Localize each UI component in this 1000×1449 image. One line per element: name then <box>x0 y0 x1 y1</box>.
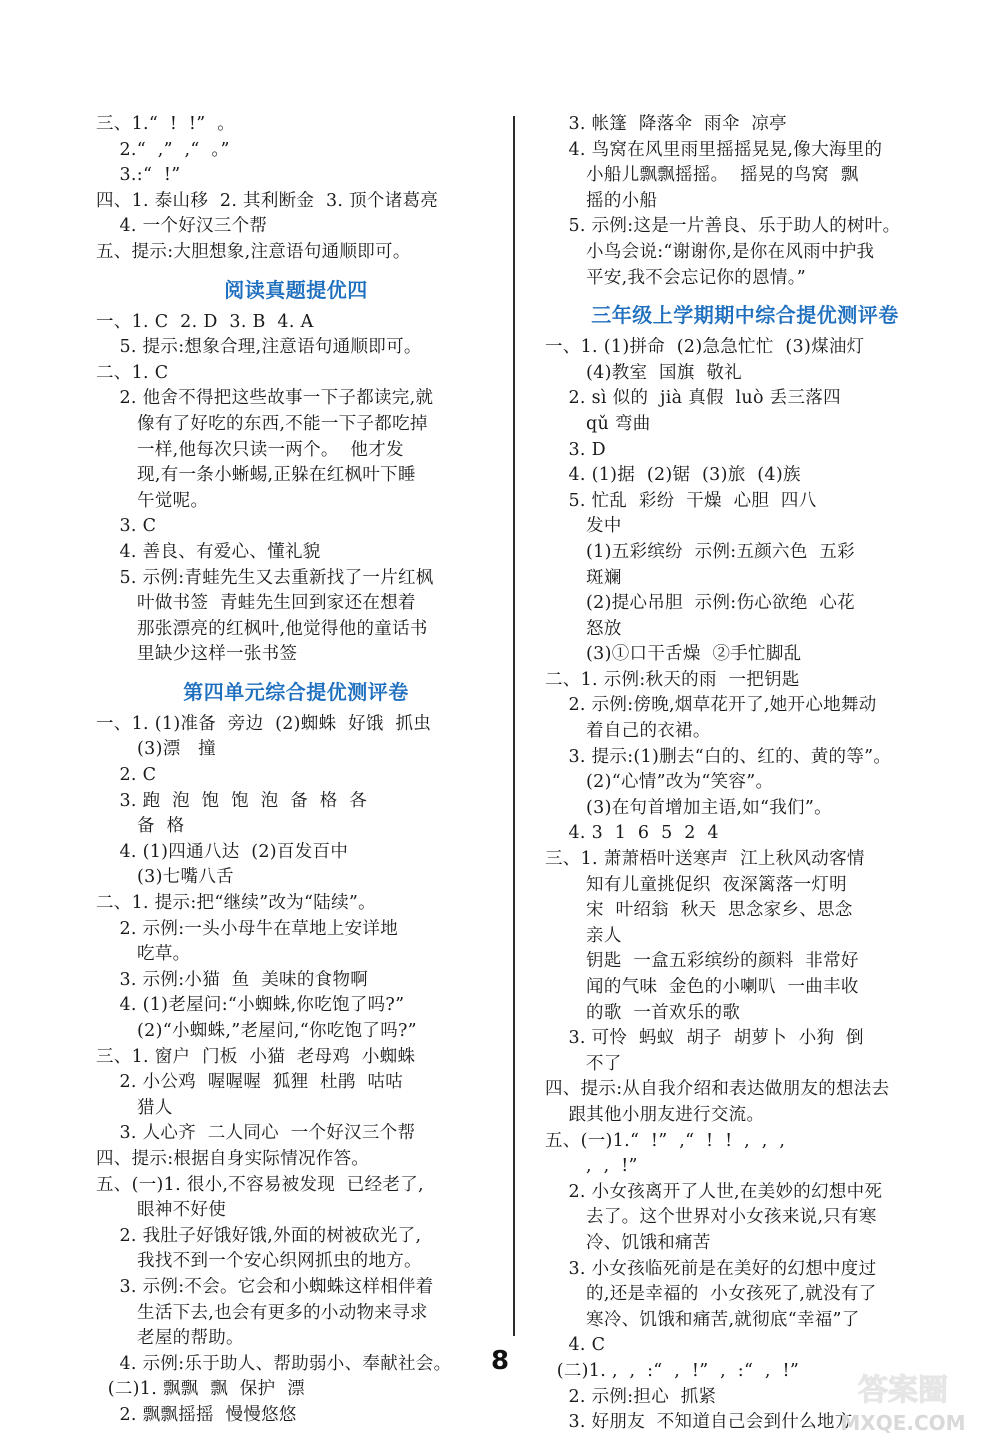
answer-line: 二、1. 提示:把“继续”改为“陆续”。 <box>96 893 376 914</box>
answer-line: 像有了好吃的东西,不能一下子都吃掉 <box>96 413 428 434</box>
answer-line: 2. 示例:担心 抓紧 <box>545 1386 717 1407</box>
answer-line: , , !” <box>545 1156 638 1177</box>
answer-line: 2.“ ,” ,“ 。” <box>96 139 230 160</box>
answer-line: (3)漂 撞 <box>96 739 216 760</box>
answer-line: 叶做书签 青蛙先生回到家还在想着 <box>96 593 416 614</box>
answer-line: 3. 提示:(1)删去“白的、红的、黄的等”。 <box>545 746 892 767</box>
answer-line: 的歌 一首欢乐的歌 <box>545 1002 741 1023</box>
page-number: 8 <box>490 1346 510 1376</box>
answer-line: (4)教室 国旗 敬礼 <box>545 362 742 383</box>
answer-line: 一样,他每次只读一两个。 他才发 <box>96 439 404 460</box>
answer-line: 4. (1)四通八达 (2)百发百中 <box>96 841 349 862</box>
answer-line: 2. 我肚子好饿好饿,外面的树被砍光了, <box>96 1225 422 1246</box>
answer-line: 跟其他小朋友进行交流。 <box>545 1104 765 1125</box>
answer-line: 猎人 <box>96 1097 173 1118</box>
section-heading: 三年级上学期期中综合提优测评卷 <box>591 303 899 328</box>
answer-line: 老屋的帮助。 <box>96 1328 244 1349</box>
answer-line: 4. 3 1 6 5 2 4 <box>545 823 719 844</box>
column-divider <box>513 116 515 1336</box>
answer-line: 二、1. C <box>96 362 169 383</box>
answer-line: 3. 好朋友 不知道自己会到什么地方 <box>545 1412 853 1433</box>
watermark-logo <box>828 1360 978 1440</box>
answer-line: 5. 示例:青蛙先生又去重新找了一片红枫 <box>96 567 434 588</box>
answer-line: (2)“心情”改为“笑容”。 <box>545 772 774 793</box>
answer-line: 斑斓 <box>545 567 622 588</box>
answer-line: 一、1. (1)准备 旁边 (2)蜘蛛 好饿 抓虫 <box>96 713 432 734</box>
answer-line: 三、1. 萧萧梧叶送寒声 江上秋风动客情 <box>545 849 865 870</box>
answer-line: 2. 示例:傍晚,烟草花开了,她开心地舞动 <box>545 695 877 716</box>
answer-line: 闻的气味 金色的小喇叭 一曲丰收 <box>545 977 859 997</box>
answer-line: 4. 示例:乐于助人、帮助弱小、奉献社会。 <box>96 1353 452 1374</box>
answer-line: 的,还是幸福的 小女孩死了,就没有了 <box>545 1284 877 1305</box>
answer-line: 亲人 <box>545 925 622 946</box>
answer-line: 3. 小女孩临死前是在美好的幻想中度过 <box>545 1258 877 1279</box>
answer-line: 发中 <box>545 516 622 537</box>
answer-line: 五、(一)1.“ !” ,“ ! ! , , , <box>545 1130 786 1151</box>
answer-line: 五、(一)1. 很小,不容易被发现 已经老了, <box>96 1174 424 1195</box>
answer-line: 四、1. 泰山移 2. 其利断金 3. 顶个诸葛亮 <box>96 190 439 211</box>
answer-line: 2. C <box>96 765 157 786</box>
answer-line: 吃草。 <box>96 944 191 965</box>
answer-line: 3. 示例:小猫 鱼 美味的食物啊 <box>96 969 369 990</box>
answer-line: 不了 <box>545 1053 622 1074</box>
answer-line: 3.:“ !” <box>96 165 181 186</box>
answer-line: 4. (1)据 (2)锯 (3)旅 (4)族 <box>545 465 801 486</box>
section-heading: 第四单元综合提优测评卷 <box>183 679 409 704</box>
answer-line: 4. 一个好汉三个帮 <box>96 216 268 237</box>
svg-text:MXQE.COM: MXQE.COM <box>840 1411 966 1435</box>
answer-line: 生活下去,也会有更多的小动物来寻求 <box>96 1302 428 1323</box>
answer-line: 3. C <box>96 516 157 537</box>
answer-line: 现,有一条小蜥蜴,正躲在红枫叶下睡 <box>96 465 416 486</box>
answer-line: 2. 他舍不得把这些故事一下子都读完,就 <box>96 388 434 409</box>
answer-line: (二)1. , , :“ , !” , :“ , !” <box>545 1360 800 1381</box>
answer-line: (1)五彩缤纷 示例:五颜六色 五彩 <box>545 541 855 562</box>
answer-line: 知有儿童挑促织 夜深篱落一灯明 <box>545 874 847 895</box>
answer-line: 里缺少这样一张书签 <box>96 644 298 665</box>
answer-line: 3. 示例:不会。它会和小蜘蛛这样相伴着 <box>96 1276 434 1297</box>
answer-line: 五、提示:大胆想象,注意语句通顺即可。 <box>96 241 411 262</box>
answer-line: 摇的小船 <box>545 190 658 211</box>
answer-line: 寒冷、饥饿和痛苦,就彻底“幸福”了 <box>545 1309 860 1330</box>
answer-line: qǔ 弯曲 <box>545 413 651 434</box>
answer-line: 3. 帐篷 降落伞 雨伞 凉亭 <box>545 114 787 134</box>
answer-line: 钥匙 一盒五彩缤纷的颜料 非常好 <box>545 951 859 972</box>
answer-line: 去了。这个世界对小女孩来说,只有寒 <box>545 1207 877 1228</box>
answer-line: 4. 鸟窝在风里雨里摇摇晃晃,像大海里的 <box>545 139 883 160</box>
answer-line: 4. 善良、有爱心、懂礼貌 <box>96 541 321 562</box>
answer-line: 3. 人心齐 二人同心 一个好汉三个帮 <box>96 1123 416 1144</box>
answer-line: (2)提心吊胆 示例:伤心欲绝 心花 <box>545 593 855 614</box>
answer-line: 小鸟会说:“谢谢你,是你在风雨中护我 <box>545 241 875 262</box>
answer-line: (3)七嘴八舌 <box>96 867 234 888</box>
answer-line: 午觉呢。 <box>96 490 209 511</box>
answer-line: 5. 提示:想象合理,注意语句通顺即可。 <box>96 337 422 358</box>
answer-line: 2. 小公鸡 喔喔喔 狐狸 杜鹃 咕咕 <box>96 1072 404 1093</box>
answer-line: 一、1. C 2. D 3. B 4. A <box>96 311 314 332</box>
answer-line: 4. C <box>545 1335 606 1356</box>
answer-line: 小船儿飘飘摇摇。 摇晃的鸟窝 飘 <box>545 165 859 186</box>
answer-line: 三、1.“ ! !” 。 <box>96 114 236 134</box>
answer-line: 3. D <box>545 439 606 460</box>
answer-line: 三、1. 窗户 门板 小猫 老母鸡 小蜘蛛 <box>96 1046 416 1067</box>
answer-line: 眼神不好使 <box>96 1200 227 1221</box>
left-column <box>96 112 496 1429</box>
answer-line: 平安,我不会忘记你的恩情。” <box>545 267 806 288</box>
answer-line: 2. 飘飘摇摇 慢慢悠悠 <box>96 1404 297 1425</box>
answer-line: 四、提示:从自我介绍和表达做朋友的想法去 <box>545 1079 890 1100</box>
answer-line: 冷、饥饿和痛苦 <box>545 1232 711 1253</box>
answer-line: 怒放 <box>545 618 622 639</box>
answer-line: 我找不到一个安心织网抓虫的地方。 <box>96 1251 422 1272</box>
right-column <box>545 112 945 1436</box>
answer-line: 2. 示例:一头小母牛在草地上安详地 <box>96 918 399 939</box>
answer-line: 3. 可怜 蚂蚁 胡子 胡萝卜 小狗 倒 <box>545 1028 864 1049</box>
answer-line: (二)1. 飘飘 飘 保护 漂 <box>96 1379 305 1400</box>
answer-line: 备 格 <box>96 816 185 837</box>
answer-line: 着自己的衣裙。 <box>545 721 711 742</box>
answer-line: 5. 示例:这是一片善良、乐于助人的树叶。 <box>545 216 901 237</box>
answer-line: (3)①口干舌燥 ②手忙脚乱 <box>545 644 802 665</box>
answer-line: 2. 小女孩离开了人世,在美妙的幻想中死 <box>545 1181 883 1202</box>
answer-line: 那张漂亮的红枫叶,他觉得他的童话书 <box>96 618 428 639</box>
answer-line: 3. 跑 泡 饱 饱 泡 备 格 各 <box>96 790 368 811</box>
svg-text:答案圈: 答案圈 <box>858 1373 948 1408</box>
answer-line: (2)“小蜘蛛,”老屋问,“你吃饱了吗?” <box>96 1021 417 1041</box>
answer-line: 2. sì 似的 jià 真假 luò 丢三落四 <box>545 388 841 409</box>
section-heading: 阅读真题提优四 <box>224 277 368 302</box>
answer-line: 宋 叶绍翁 秋天 思念家乡、思念 <box>545 900 853 921</box>
answer-line: 二、1. 示例:秋天的雨 一把钥匙 <box>545 669 800 690</box>
answer-line: 4. (1)老屋问:“小蜘蛛,你吃饱了吗?” <box>96 995 405 1016</box>
answer-line: 四、提示:根据自身实际情况作答。 <box>96 1148 370 1169</box>
answer-line: 一、1. (1)拼命 (2)急急忙忙 (3)煤油灯 <box>545 337 865 358</box>
answer-line: 5. 忙乱 彩纷 干燥 心胆 四八 <box>545 490 817 511</box>
answer-line: (3)在句首增加主语,如“我们”。 <box>545 797 832 818</box>
